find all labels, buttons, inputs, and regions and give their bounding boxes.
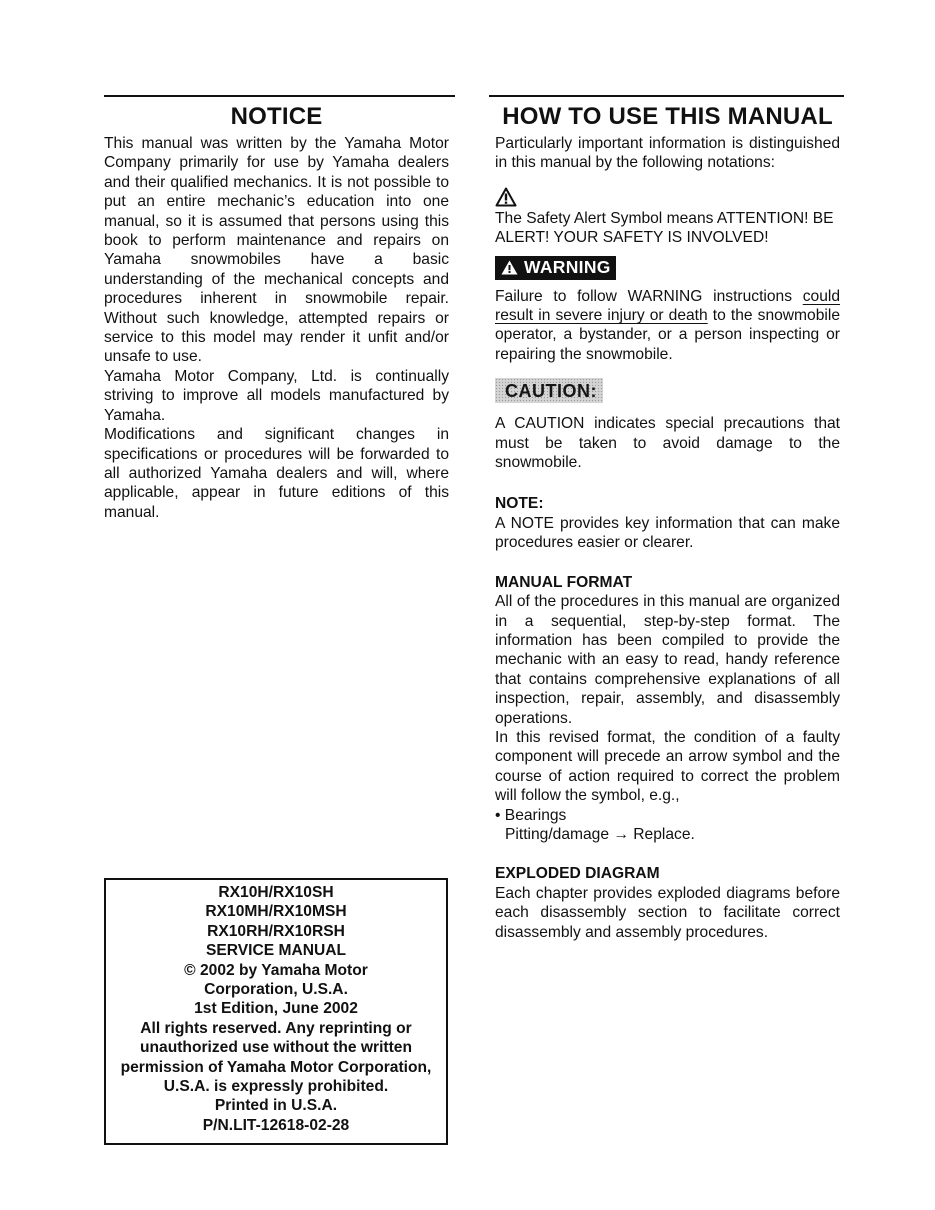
exploded-diagram-text: Each chapter provides exploded diagrams before each disassembly section to facilitate correct disassembly and assembly procedures. [495,884,840,941]
manual-format-paragraph-2: In this revised format, the condition of a faulty component will precede an arrow symbol and the course of action required to correct the problem will follow the symbol, e.g., [495,728,840,805]
note-label: NOTE: [495,495,544,513]
notice-body [104,134,449,522]
part-number: P/N.LIT-12618-02-28 [202,1116,350,1134]
model-line-1: RX10H/RX10SH [218,884,334,901]
notice-paragraph-3: Modifications and significant changes in specifications or procedures will be forwarded to all authorized Yamaha dealers and will, where applicable, appear in future editions of this manual. [104,426,449,521]
copyright-box [104,878,448,1145]
notice-section [104,95,449,522]
safety-alert-triangle-icon [495,187,517,207]
printed-in-line: Printed in U.S.A. [214,1097,338,1115]
warning-text [495,287,840,365]
rights-line-2: unauthorized use without the written [139,1039,412,1057]
manual-format-heading: MANUAL FORMAT [495,573,633,591]
example-bullet: • Bearings [495,806,567,824]
notice-paragraph-2: Yamaha Motor Company, Ltd. is continually striving to improve all models manufactured by Yamaha. [104,367,449,424]
warning-triangle-icon [501,260,518,275]
how-to-use-top-rule [489,95,844,97]
rights-line-1: All rights reserved. Any reprinting or [140,1019,412,1037]
how-to-use-section [495,95,840,942]
notice-title: NOTICE [230,103,323,130]
copyright-line: © 2002 by Yamaha Motor [184,961,368,979]
caution-badge: CAUTION: [495,378,603,403]
notice-paragraph-1: This manual was written by the Yamaha Motor Company primarily for use by Yamaha dealers and their qualified mechanics. It is not possible to put an entire mechanic’s education into one manual, so it is assumed that persons using this book to perform maintenance and repairs on Yamaha snowmobiles have a basic understanding of the mechanical concepts and procedures inherent in snowmobile repair. Without such knowledge, attempted repairs or service to this model may render it unfit and/or unsafe to use. [104,135,449,366]
how-to-use-title: HOW TO USE THIS MANUAL [502,103,833,130]
model-line-2: RX10MH/RX10MSH [205,903,347,921]
model-line-3: RX10RH/RX10RSH [207,922,345,940]
caution-text: A CAUTION indicates special precautions that must be taken to avoid damage to the snowmobile. [495,415,840,472]
warning-text-start: Failure to follow WARNING instructions [495,287,803,305]
warning-text-end: to the snowmobile operator, a bystander, or a person inspecting or repairing the snowmobile. [495,307,840,363]
rights-line-3: permission of Yamaha Motor Corporation, [120,1058,432,1076]
exploded-diagram-heading: EXPLODED DIAGRAM [495,865,660,883]
warning-label: WARNING [524,257,611,278]
warning-text-underlined: could result in severe injury or death [495,287,840,325]
notice-top-rule [104,95,455,97]
manual-format-paragraph-1: All of the procedures in this manual are organized in a sequential, step-by-step format. The information has been compiled to provide the mechanic with an easy to read, handy reference that contains comprehensive explanations of all inspection, repair, assembly, and disassembly operations. [495,593,840,727]
warning-badge [495,256,616,280]
copyright-company: Corporation, U.S.A. [204,981,348,999]
note-text: A NOTE provides key information that can make procedures easier or clearer. [495,514,840,552]
intro-text: Particularly important information is distinguished in this manual by the following notations: [495,135,840,172]
example-line: Pitting/damage → Replace. [505,825,695,843]
rights-line-4: U.S.A. is expressly prohibited. [163,1078,389,1096]
safety-alert-text: The Safety Alert Symbol means ATTENTION! BE ALERT! YOUR SAFETY IS INVOLVED! [495,209,834,247]
service-manual-label: SERVICE MANUAL [205,942,347,960]
edition-line: 1st Edition, June 2002 [194,1000,358,1018]
